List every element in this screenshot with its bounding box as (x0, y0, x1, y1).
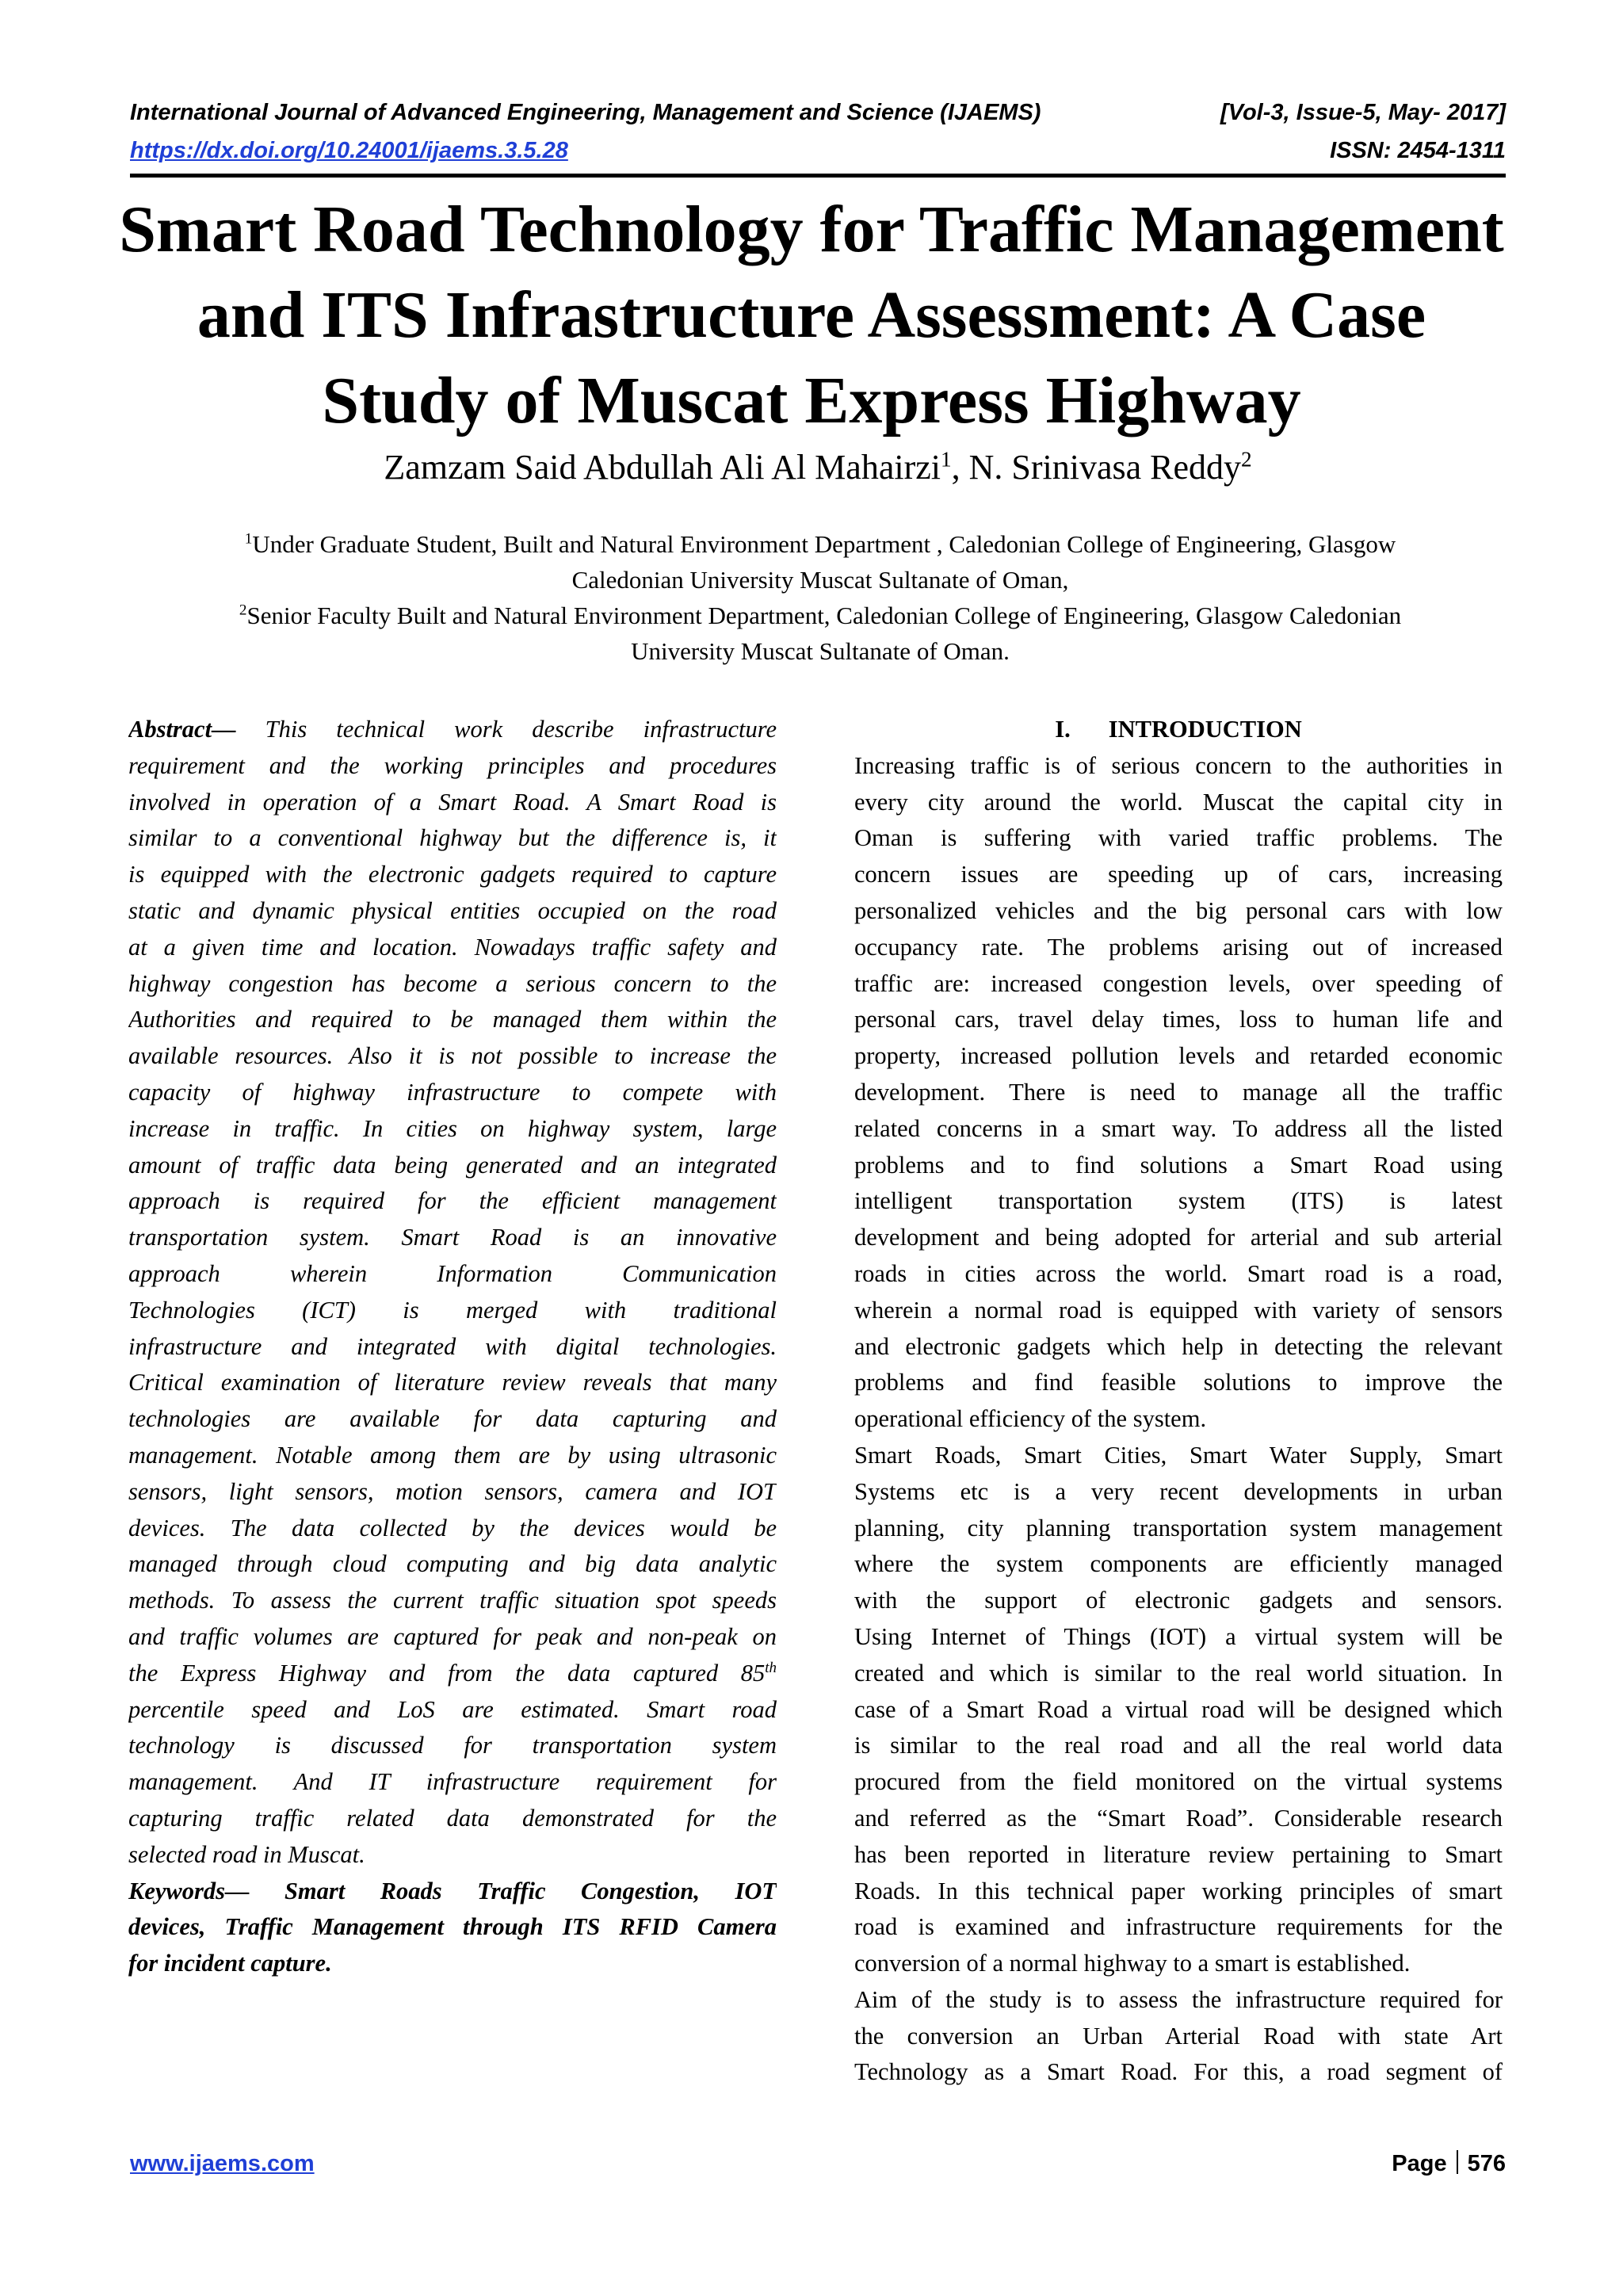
title-line: Study of Muscat Express Highway (322, 364, 1301, 437)
abstract-line: technology is discussed for transportation system (128, 1732, 777, 1759)
body-line: where the system components are efficiently managed (854, 1550, 1503, 1578)
affiliation-line: University Muscat Sultanate of Oman. (631, 637, 1010, 665)
body-line: property, increased pollution levels and retarded economic (854, 1042, 1503, 1070)
journal-website-link[interactable]: www.ijaems.com (130, 2151, 315, 2176)
abstract-line: at a given time and location. Nowadays traffic safety and (128, 933, 777, 961)
keywords-line: for incident capture. (128, 1950, 332, 1977)
abstract-line: devices. The data collected by the devices would be (128, 1514, 777, 1541)
body-line: related concerns in a smart way. To address all the listed (854, 1114, 1503, 1142)
body-line: case of a Smart Road a virtual road will be designed which (854, 1695, 1503, 1723)
keywords-label: Keywords— (128, 1877, 250, 1904)
body-line: concern issues are speeding up of cars, increasing (854, 861, 1503, 888)
body-line: traffic are: increased congestion levels, over speeding of (854, 969, 1503, 997)
body-line: has been reported in literature review pertaining to Smart (854, 1840, 1503, 1868)
paper-title (95, 187, 1528, 444)
page-footer (130, 2148, 1506, 2179)
abstract-line: static and dynamic physical entities occupied on the road (128, 896, 777, 924)
body-line: Oman is suffering with varied traffic problems. The (854, 824, 1503, 852)
abstract-text: This technical work describe infrastructure (235, 716, 777, 743)
body-line: Systems etc is a very recent developments in urban (854, 1477, 1503, 1505)
affil-mark: 2 (239, 602, 247, 619)
abstract-line: amount of traffic data being generated and an integrated (128, 1151, 777, 1179)
abstract-line: management. Notable among them are by using ultrasonic (128, 1441, 777, 1469)
author-affil-mark: 2 (1241, 447, 1252, 472)
affil-mark: 1 (244, 530, 253, 548)
abstract-line: and traffic volumes are captured for peak and non-peak on (128, 1622, 777, 1650)
body-line: the conversion an Urban Arterial Road with state Art (854, 2022, 1503, 2050)
body-line: development and being adopted for arterial and sub arterial (854, 1224, 1503, 1251)
body-line: with the support of electronic gadgets and sensors. (854, 1587, 1503, 1614)
abstract-line: managed through cloud computing and big data analytic (128, 1550, 777, 1578)
page-label: Page (1392, 2151, 1447, 2176)
body-line: problems and find feasible solutions to improve the (854, 1369, 1503, 1396)
author-name: Zamzam Said Abdullah Ali Al Mahairzi (384, 448, 941, 487)
author-separator: , (951, 448, 969, 487)
body-line: and electronic gadgets which help in detecting the relevant (854, 1332, 1503, 1360)
body-line: personal cars, travel delay times, loss to human life and (854, 1006, 1503, 1033)
abstract-line: available resources. Also it is not possible to increase the (128, 1042, 777, 1070)
body-line: roads in cities across the world. Smart road is a road, (854, 1259, 1503, 1287)
abstract-line: similar to a conventional highway but the difference is, it (128, 824, 777, 852)
body-line: operational efficiency of the system. (854, 1405, 1207, 1433)
abstract-text: the Express Highway and from the data captured 85 (128, 1659, 766, 1687)
abstract-line: involved in operation of a Smart Road. A Smart Road is (128, 788, 777, 816)
abstract-line: Authorities and required to be managed them within the (128, 1006, 777, 1033)
body-line: procured from the field monitored on the virtual systems (854, 1768, 1503, 1796)
issn: ISSN: 2454-1311 (1330, 138, 1506, 163)
abstract-line: percentile speed and LoS are estimated. Smart road (128, 1695, 777, 1723)
keywords-line (128, 1874, 777, 1910)
body-line: Smart Roads, Smart Cities, Smart Water Supply, Smart (854, 1441, 1503, 1469)
abstract-line: highway congestion has become a serious concern to the (128, 969, 777, 997)
body-line: problems and to find solutions a Smart Road using (854, 1151, 1503, 1179)
journal-name: International Journal of Advanced Engineering, Management and Science (IJAEMS) (130, 100, 1041, 125)
abstract-line: approach is required for the efficient management (128, 1187, 777, 1215)
abstract-line: transportation system. Smart Road is an innovative (128, 1224, 777, 1251)
abstract-line: approach wherein Information Communication (128, 1259, 777, 1287)
header-divider (130, 174, 1506, 178)
abstract-line: sensors, light sensors, motion sensors, camera and IOT (128, 1477, 777, 1505)
volume-issue: [Vol-3, Issue-5, May- 2017] (1220, 100, 1506, 125)
abstract-line: technologies are available for data capturing and (128, 1405, 777, 1433)
page-separator (1457, 2150, 1458, 2174)
introduction-column (854, 712, 1503, 2091)
section-heading (854, 712, 1503, 748)
body-line: road is examined and infrastructure requirements for the (854, 1913, 1503, 1941)
abstract-line: methods. To assess the current traffic situation spot speeds (128, 1587, 777, 1614)
body-line: and referred as the “Smart Road”. Considerable research (854, 1804, 1503, 1832)
body-line: is similar to the real road and all the real world data (854, 1732, 1503, 1759)
abstract-line: Technologies (ICT) is merged with traditional (128, 1296, 777, 1324)
affiliation-line (151, 526, 1490, 562)
body-line: created and which is similar to the real world situation. In (854, 1659, 1503, 1687)
body-line: occupancy rate. The problems arising out of increased (854, 933, 1503, 961)
abstract-line: capturing traffic related data demonstrated for the (128, 1804, 777, 1832)
affiliations (151, 526, 1490, 669)
body-line: development. There is need to manage all the traffic (854, 1078, 1503, 1106)
affiliation-line (151, 598, 1490, 633)
body-line: wherein a normal road is equipped with variety of sensors (854, 1296, 1503, 1324)
affiliation-text: Senior Faculty Built and Natural Environment Department, Caledonian College of Engineering, Glasgow Caledonian (246, 602, 1402, 629)
abstract-label: Abstract— (128, 716, 236, 743)
author-name: N. Srinivasa Reddy (968, 448, 1242, 487)
affiliation-line: Caledonian University Muscat Sultanate of Oman, (571, 566, 1069, 594)
page-number: 576 (1467, 2151, 1506, 2176)
body-line: every city around the world. Muscat the capital city in (854, 788, 1503, 816)
body-line: personalized vehicles and the big personal cars with low (854, 896, 1503, 924)
body-line: Roads. In this technical paper working principles of smart (854, 1877, 1503, 1904)
abstract-line: infrastructure and integrated with digital technologies. (128, 1332, 777, 1360)
affiliation-text: Under Graduate Student, Built and Natural Environment Department , Caledonian College of Engineering, Glasgow (252, 530, 1396, 558)
author-list (130, 444, 1506, 491)
keywords-line: devices, Traffic Management through ITS RFID Camera (128, 1913, 777, 1941)
abstract-line: Critical examination of literature review reveals that many (128, 1369, 777, 1396)
body-line: Technology as a Smart Road. For this, a road segment of (854, 2058, 1503, 2086)
body-line: planning, city planning transportation system management (854, 1514, 1503, 1541)
abstract-line: increase in traffic. In cities on highway system, large (128, 1114, 777, 1142)
abstract-line: capacity of highway infrastructure to compete with (128, 1078, 777, 1106)
ordinal-suffix: th (765, 1659, 777, 1676)
abstract-line (128, 712, 777, 748)
page-indicator (1392, 2148, 1506, 2179)
doi-link[interactable]: https://dx.doi.org/10.24001/ijaems.3.5.28 (130, 138, 568, 163)
body-line: Aim of the study is to assess the infrastructure required for (854, 1985, 1503, 2013)
section-number: I. (1055, 716, 1071, 743)
abstract-line: management. And IT infrastructure requirement for (128, 1768, 777, 1796)
author-affil-mark: 1 (940, 447, 952, 472)
body-line: Increasing traffic is of serious concern to the authorities in (854, 751, 1503, 779)
title-line: Smart Road Technology for Traffic Management (119, 193, 1504, 266)
keywords-text: Smart Roads Traffic Congestion, IOT (249, 1877, 777, 1904)
body-line: conversion of a normal highway to a smart is established. (854, 1950, 1411, 1977)
abstract-line: selected road in Muscat. (128, 1840, 365, 1868)
abstract-line: is equipped with the electronic gadgets required to capture (128, 861, 777, 888)
abstract-line (128, 1656, 777, 1692)
body-line: intelligent transportation system (ITS) is latest (854, 1187, 1503, 1215)
title-line: and ITS Infrastructure Assessment: A Case (197, 278, 1426, 352)
abstract-column (128, 712, 777, 1982)
body-line: Using Internet of Things (IOT) a virtual system will be (854, 1622, 1503, 1650)
abstract-line: requirement and the working principles and procedures (128, 751, 777, 779)
section-title: INTRODUCTION (1108, 716, 1302, 743)
